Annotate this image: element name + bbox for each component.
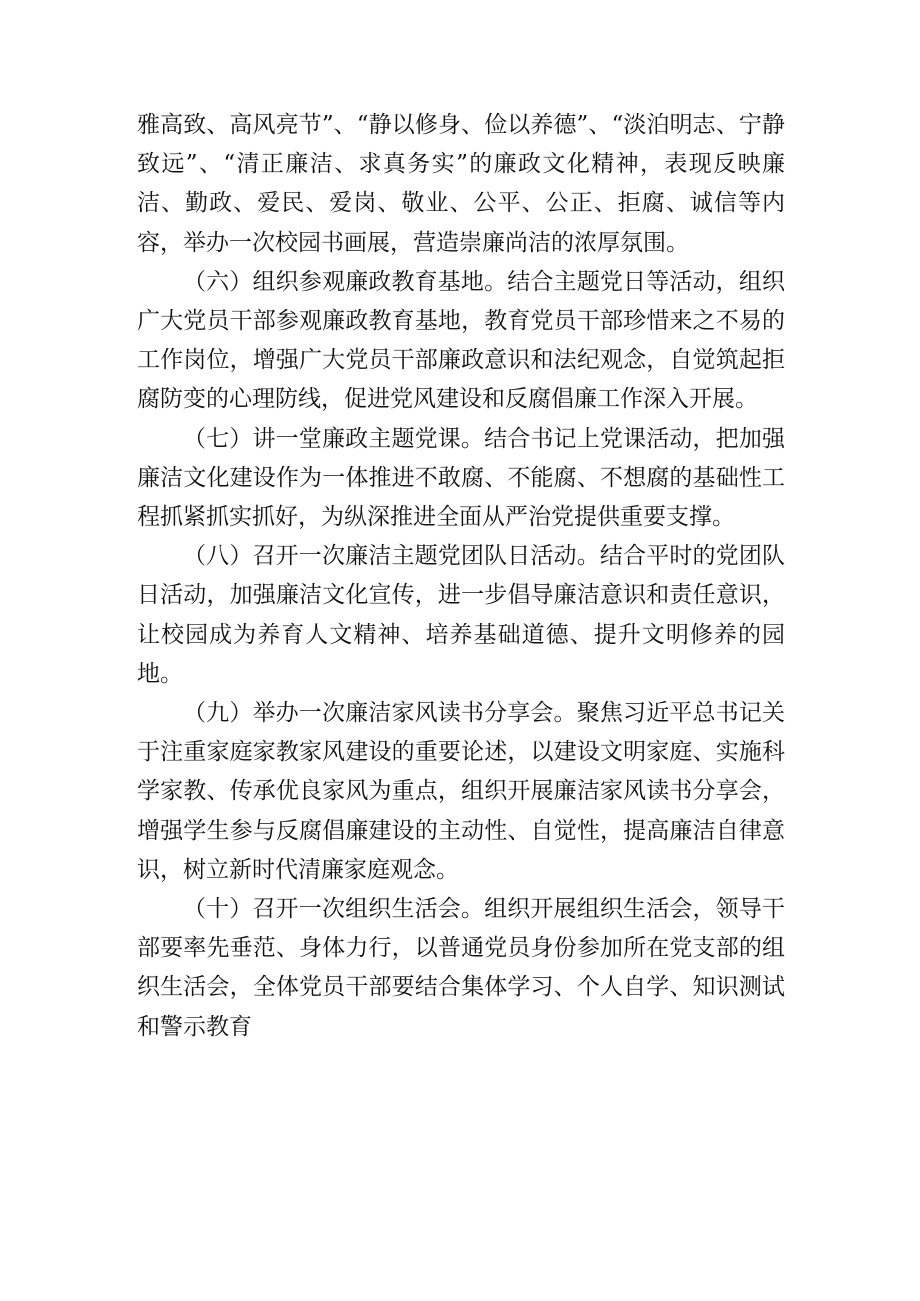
paragraph-item-8: （八）召开一次廉洁主题党团队日活动。结合平时的党团队日活动，加强廉洁文化宣传，进一步倡导廉洁意识和责任意识，让校园成为养育人文精神、培养基础道德、提升文明修养的园地。 [137,543,785,687]
paragraph-continuation: 雅高致、高风亮节”、“静以修身、俭以养德”、“淡泊明志、宁静致远”、“清正廉洁、求真务实”的廉政文化精神，表现反映廉洁、勤政、爱民、爱岗、敬业、公平、公正、拒腐、诚信等内容，举办一次校园书画展，营造崇廉尚洁的浓厚氛围。 [137,112,785,256]
document-page [137,106,785,1047]
paragraph-item-6: （六）组织参观廉政教育基地。结合主题党日等活动，组织广大党员干部参观廉政教育基地，教育党员干部珍惜来之不易的工作岗位，增强广大党员干部廉政意识和法纪观念，自觉筑起拒腐防变的心理防线，促进党风建设和反腐倡廉工作深入开展。 [137,268,785,413]
paragraph-item-10: （十）召开一次组织生活会。组织开展组织生活会，领导干部要率先垂范、身体力行，以普通党员身份参加所在党支部的组织生活会，全体党员干部要结合集体学习、个人自学、知识测试和警示教育 [137,896,785,1040]
paragraph-item-7: （七）讲一堂廉政主题党课。结合书记上党课活动，把加强廉洁文化建设作为一体推进不敢腐、不能腐、不想腐的基础性工程抓紧抓实抓好，为纵深推进全面从严治党提供重要支撑。 [137,425,785,531]
paragraph-item-9: （九）举办一次廉洁家风读书分享会。聚焦习近平总书记关于注重家庭家教家风建设的重要论述，以建设文明家庭、实施科学家教、传承优良家风为重点，组织开展廉洁家风读书分享会，增强学生参与反腐倡廉建设的主动性、自觉性，提高廉洁自律意识，树立新时代清廉家庭观念。 [137,700,785,883]
